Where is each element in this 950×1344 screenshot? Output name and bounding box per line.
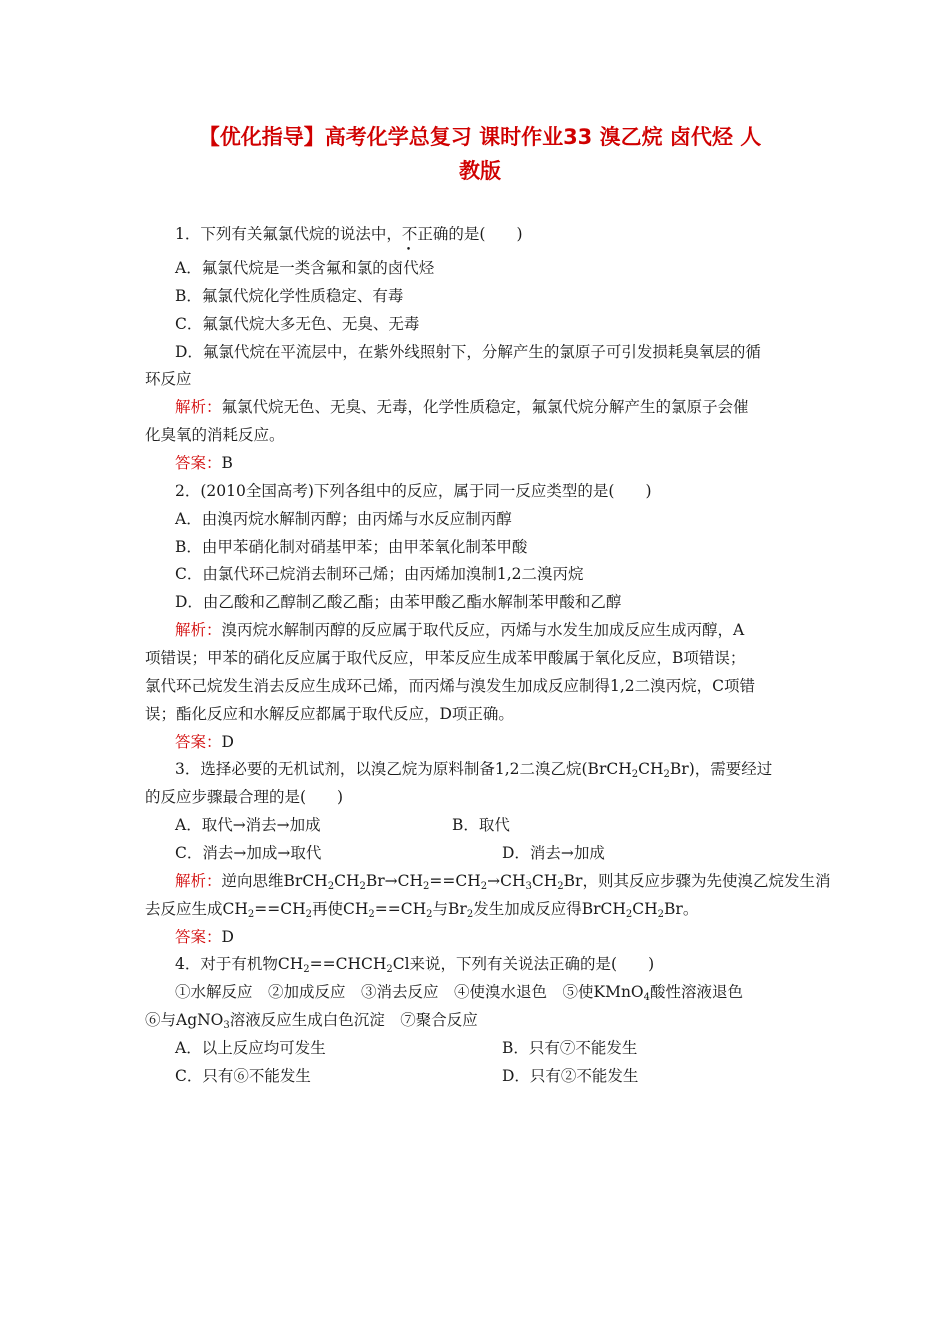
question-2-option-a: A．由溴丙烷水解制丙醇；由丙烯与水反应制丙醇 — [175, 510, 512, 528]
question-2-option-d: D．由乙酸和乙醇制乙酸乙酯；由苯甲酸乙酯水解制苯甲酸和乙醇 — [175, 593, 622, 611]
answer-label: 答案： — [175, 928, 222, 946]
question-2-analysis: 解析：溴丙烷水解制丙醇的反应属于取代反应，丙烯与水发生加成反应生成丙醇，A — [175, 621, 745, 639]
question-4-choices-line2: ⑥与AgNO$_3$溶液反应生成白色沉淀 ⑦聚合反应 — [145, 1011, 478, 1031]
question-3-answer: 答案：D — [175, 928, 234, 946]
emphasis-dot: 不 — [401, 225, 418, 243]
answer-label: 答案： — [175, 454, 222, 472]
question-2-option-c: C．由氯代环己烷消去制环己烯；由丙烯加溴制1,2二溴丙烷 — [175, 565, 584, 583]
question-4-options-row1 — [175, 1036, 815, 1060]
question-3-option-b: B．取代 — [452, 816, 510, 834]
analysis-label: 解析： — [175, 872, 222, 890]
question-4-option-a: A．以上反应均可发生 — [175, 1039, 326, 1057]
question-4-option-b: B．只有⑦不能发生 — [502, 1039, 638, 1057]
question-2-analysis-cont1: 项错误；甲苯的硝化反应属于取代反应，甲苯反应生成苯甲酸属于氧化反应，B项错误； — [145, 649, 746, 667]
answer-label: 答案： — [175, 733, 222, 751]
question-1-option-d-cont: 环反应 — [145, 370, 192, 388]
question-1-analysis: 解析：氟氯代烷无色、无臭、无毒，化学性质稳定，氟氯代烷分解产生的氯原子会催 — [175, 398, 749, 416]
question-3-stem: 3．选择必要的无机试剂，以溴乙烷为原料制备1,2二溴乙烷$(BrCH_2CH_2Br)$，需要经过 — [175, 760, 773, 780]
analysis-label: 解析： — [175, 398, 222, 416]
question-3-options-row2 — [175, 841, 815, 865]
question-4-option-c: C．只有⑥不能发生 — [175, 1067, 311, 1085]
question-4-choices-line1: ①水解反应 ②加成反应 ③消去反应 ④使溴水退色 ⑤使KMnO$_4$酸性溶液退色 — [175, 983, 744, 1003]
question-2-analysis-cont3: 误；酯化反应和水解反应都属于取代反应，D项正确。 — [145, 705, 514, 723]
question-2-option-b: B．由甲苯硝化制对硝基甲苯；由甲苯氧化制苯甲酸 — [175, 538, 528, 556]
question-3-options-row1 — [175, 813, 815, 837]
question-4-option-d: D．只有②不能发生 — [502, 1067, 639, 1085]
document-title-line2: 教版 — [459, 159, 501, 183]
question-2-stem: 2．(2010全国高考)下列各组中的反应，属于同一反应类型的是( ) — [175, 482, 652, 500]
question-1-option-a: A．氟氯代烷是一类含氟和氯的卤代烃 — [175, 259, 435, 277]
document-title-line1: 【优化指导】高考化学总复习 课时作业33 溴乙烷 卤代烃 人 — [198, 125, 762, 149]
question-1-option-d: D．氟氯代烷在平流层中，在紫外线照射下，分解产生的氯原子可引发损耗臭氧层的循 — [175, 343, 761, 361]
question-1-option-c: C．氟氯代烷大多无色、无臭、无毒 — [175, 315, 420, 333]
question-3-option-a: A．取代→消去→加成 — [175, 816, 321, 834]
question-2-answer: 答案：D — [175, 733, 234, 751]
question-4-stem: 4．对于有机物$CH_2==CHCH_2Cl$来说，下列有关说法正确的是( ) — [175, 955, 655, 975]
question-1-analysis-cont: 化臭氧的消耗反应。 — [145, 426, 285, 444]
question-2-analysis-cont2: 氯代环己烷发生消去反应生成环己烯，而丙烯与溴发生加成反应制得1,2二溴丙烷，C项错 — [145, 677, 756, 695]
question-3-analysis: 解析：逆向思维$BrCH_2CH_2Br\to CH_2==CH_2\to CH_3CH_2Br$，则其反应步骤为先使溴乙烷发生消 — [175, 872, 831, 892]
question-1-option-b: B．氟氯代烷化学性质稳定、有毒 — [175, 287, 404, 305]
analysis-label: 解析： — [175, 621, 222, 639]
question-3-option-c: C．消去→加成→取代 — [175, 844, 322, 862]
question-3-stem-cont: 的反应步骤最合理的是( ) — [145, 788, 344, 806]
question-4-options-row2 — [175, 1064, 815, 1088]
question-3-analysis-cont: 去反应生成$CH_2==CH_2$再使$CH_2==CH_2$与$Br_2$发生加成反应得$BrCH_2CH_2Br$。 — [145, 900, 699, 920]
question-1-answer: 答案：B — [175, 454, 233, 472]
question-3-option-d: D．消去→加成 — [502, 844, 605, 862]
question-1-stem: 1．下列有关氟氯代烷的说法中，不正确的是( ) — [175, 225, 523, 243]
